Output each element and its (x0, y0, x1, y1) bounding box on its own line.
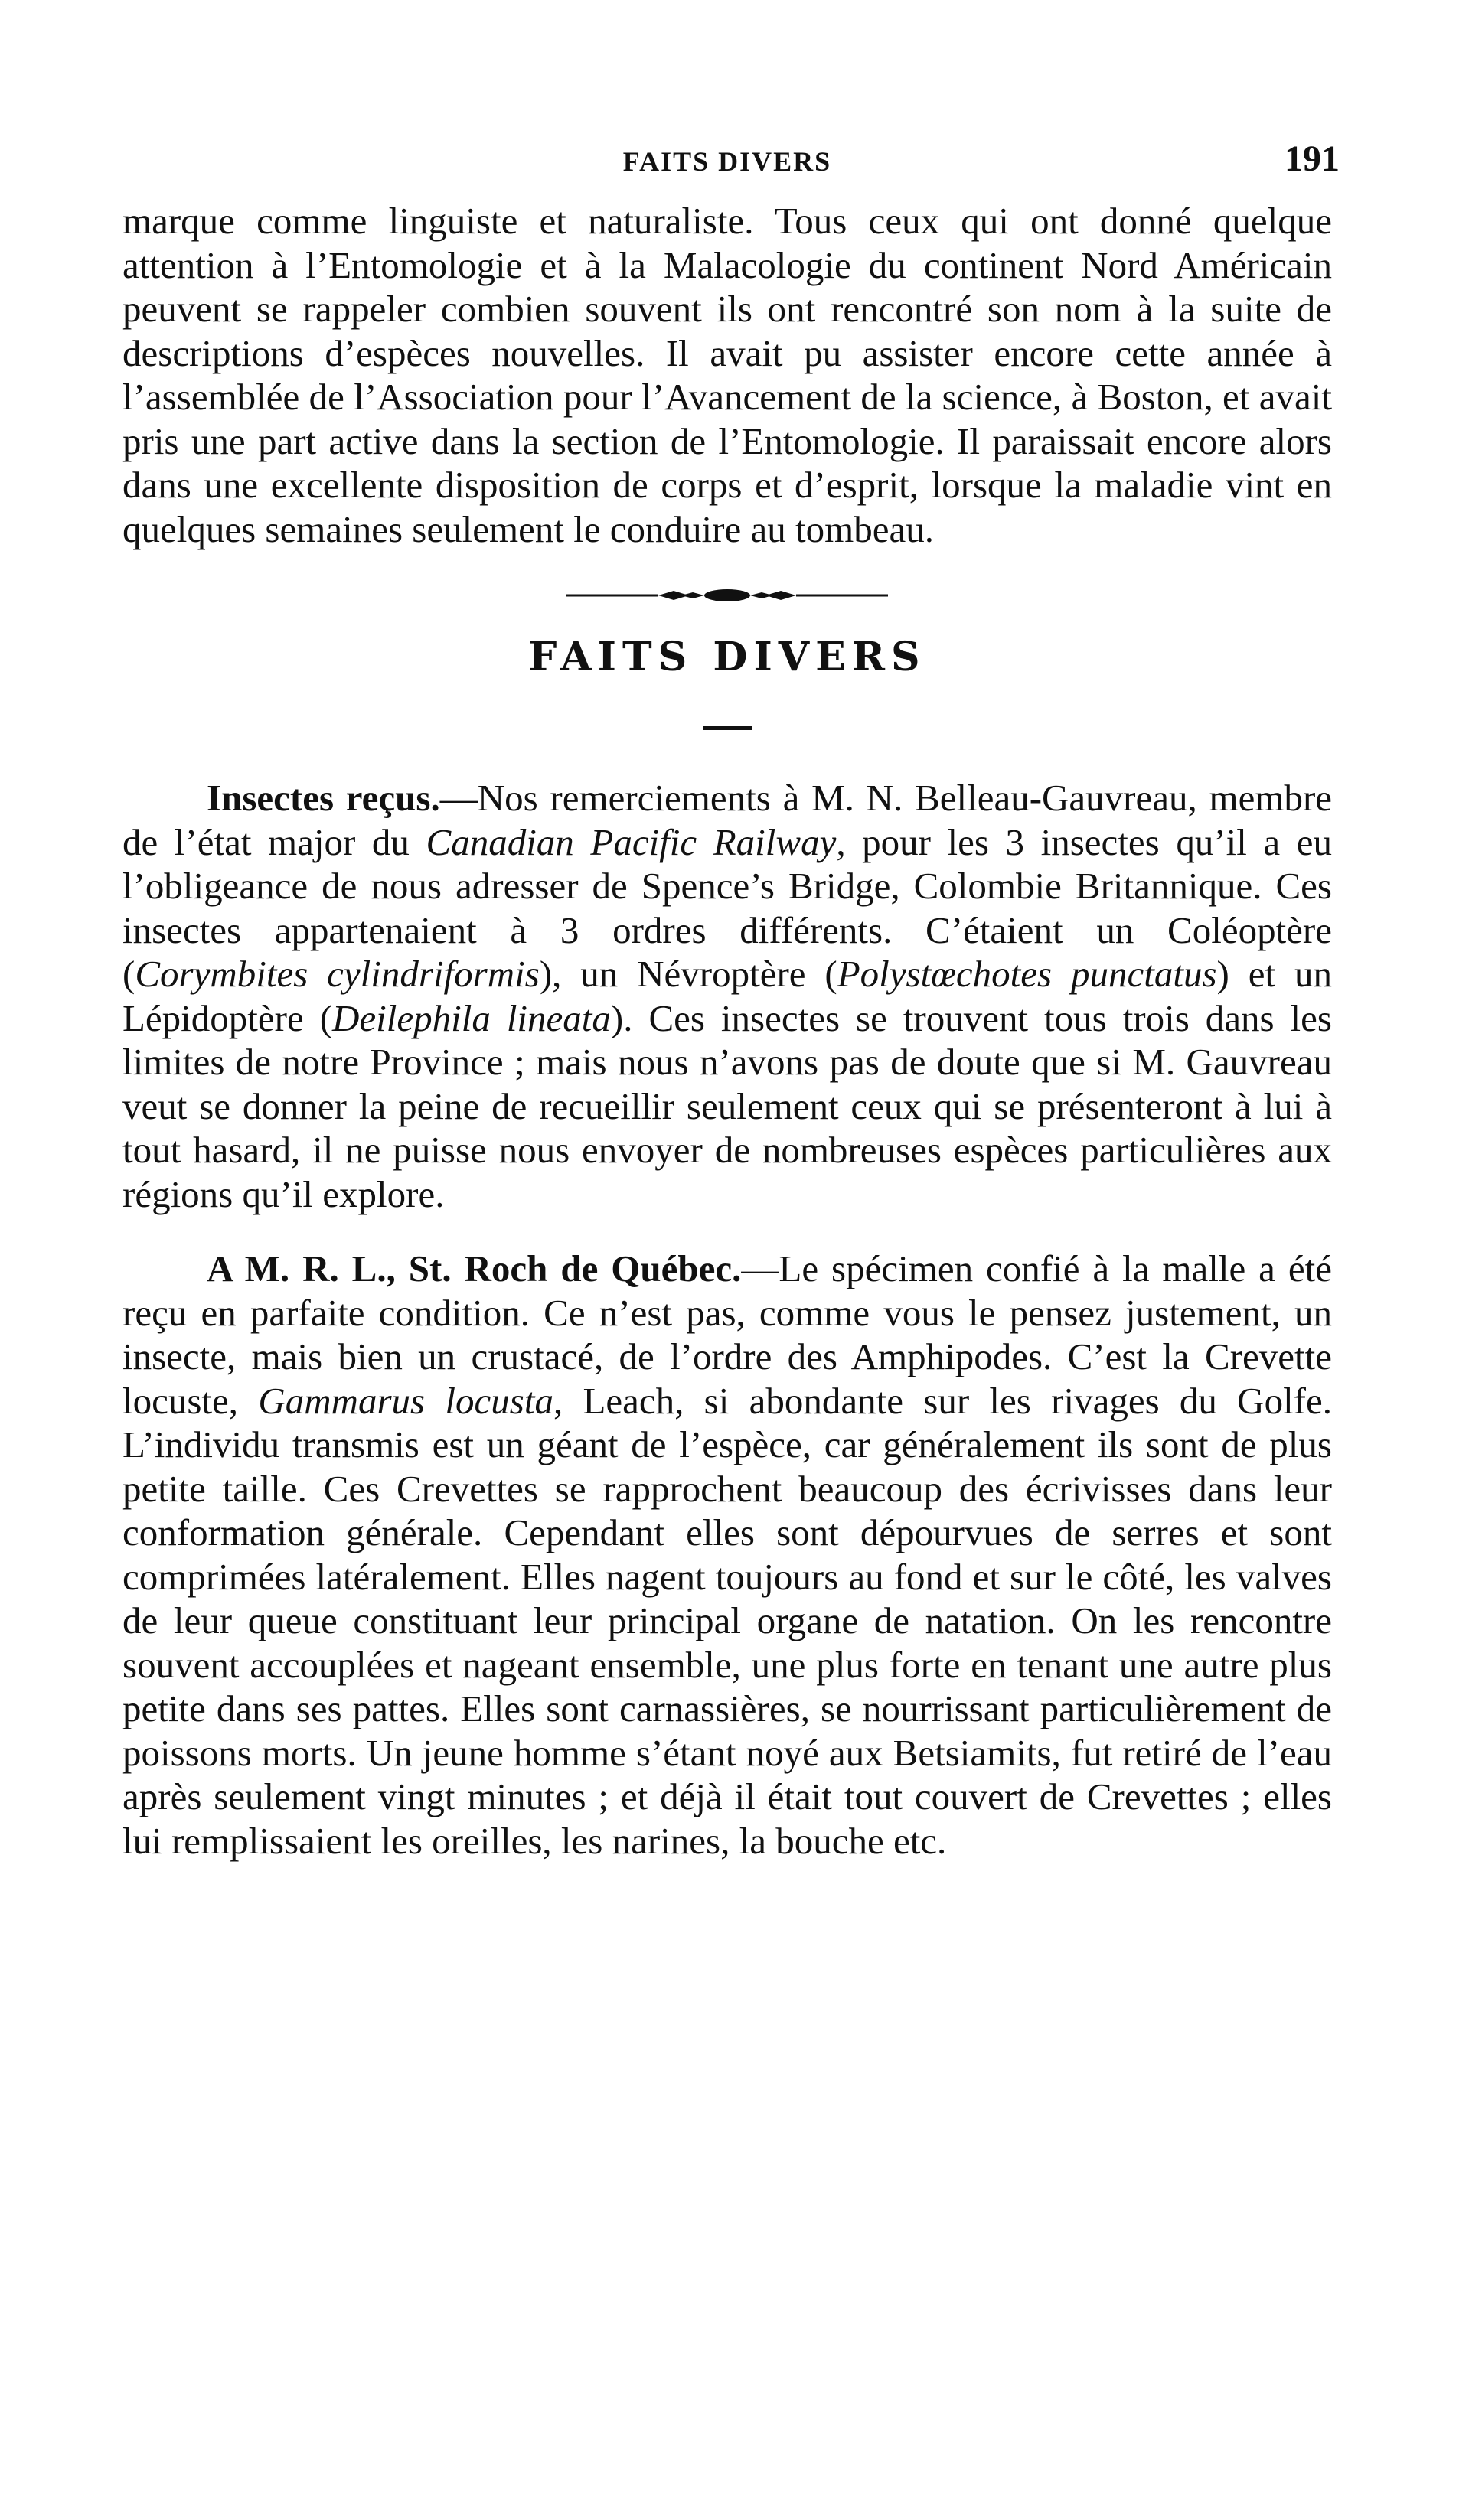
paragraph-text: , pour les 3 insectes qu’il a eu l’obligeance de nous adresser de Spence’s Bridge, Colombie Britannique. Ces insectes appartenaient à 3 ordres différents. C’étaient un Coléoptère ( (122, 820, 1333, 995)
short-rule (703, 726, 752, 730)
species-name: Polystœchotes punctatus (837, 953, 1217, 995)
paragraph-text: ), un Névroptère ( (539, 953, 837, 995)
paragraph-text: ) et un Lépidoptère ( (122, 953, 1332, 1039)
ornamental-rule-icon (566, 588, 888, 603)
running-head (122, 138, 1340, 199)
page-body (122, 138, 1340, 1863)
page-number: 191 (1285, 139, 1340, 179)
paragraph-lead: Insectes reçus. (207, 777, 440, 819)
paragraph-reply (122, 1247, 1332, 1863)
running-title: FAITS DIVERS (622, 146, 832, 177)
paragraph-text: , Leach, si abondante sur les rivages du Golfe. L’individu transmis est un géant de l’espèce, car généralement ils sont de plus petite taille. Ces Crevettes se rapprochent beaucoup des écrivisses dans leur conformation générale. Cependant elles sont dépourvues de serres et sont comprimées latéralement. Elles nagent toujours au fond et sur le côté, les valves de leur queue constituant leur principal organe de natation. On les rencontre souvent accouplées et nageant ensemble, une plus forte en tenant une autre plus petite dans ses pattes. Elles sont carnassières, se nourrissant particulièrement de poissons morts. Un jeune homme s’étant noyé aux Betsiamits, fut retiré de l’eau après seulement vingt minutes ; et déjà il était tout couvert de Crevettes ; elles lui remplissaient les oreilles, les narines, la bouche etc. (122, 1379, 1333, 1862)
species-name: Corymbites cylindriformis (135, 953, 540, 995)
paragraph-text: —Nos remerciements à M. N. Belleau-Gauvreau, membre de l’état major du (122, 777, 1333, 863)
paragraph-insectes-recus (122, 776, 1332, 1216)
obituary-paragraph: marque comme linguiste et naturaliste. Tous ceux qui ont donné quelque attention à l’Entomologie et à la Malacologie du continent Nord Américain peuvent se rappeler combien souvent ils ont rencontré son nom à la suite de descriptions d’espèces nouvelles. Il avait pu assister encore cette année à l’assemblée de l’Association pour l’Avancement de la science, à Boston, et avait pris une part active dans la section de l’Entomologie. Il paraissait encore alors dans une excellente disposition de corps et d’esprit, lorsque la maladie vint en quelques semaines seulement le conduire au tombeau. (122, 200, 1332, 550)
paragraph-gap (122, 1216, 1332, 1247)
species-name: Deilephila lineata (332, 996, 611, 1039)
paragraph-text: ). Ces insectes se trouvent tous trois dans les limites de notre Province ; mais nous n’avons pas de doute que si M. Gauvreau veut se donner la peine de recueillir seulement ceux qui se présenteront à lui à tout hasard, il ne puisse nous envoyer de nombreuses espèces particulières aux régions qu’il explore. (122, 996, 1332, 1215)
species-name: Gammarus locusta (258, 1379, 553, 1422)
paragraph-text: —Le spécimen confié à la malle a été reçu en parfaite condition. Ce n’est pas, comme vous le pensez justement, un insecte, mais bien un crustacé, de l’ordre des Amphipodes. C’est la Crevette locuste, (122, 1247, 1332, 1422)
section-title: FAITS DIVERS (528, 634, 926, 680)
paragraph-lead: A M. R. L., St. Roch de Québec. (207, 1247, 742, 1289)
ornament-divider (122, 588, 1332, 603)
italic-term: Canadian Pacific Railway (426, 820, 837, 863)
